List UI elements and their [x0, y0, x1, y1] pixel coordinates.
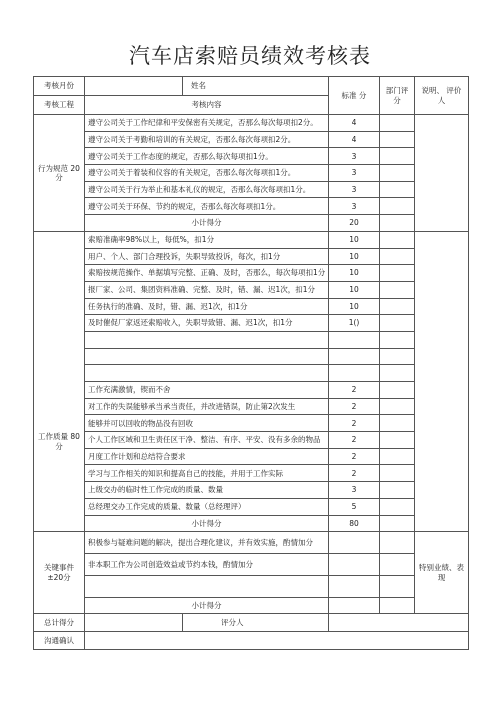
- section-behavior: [34, 115, 469, 232]
- item-score: 2: [329, 415, 380, 432]
- item-text: 遵守公司关于工作态度的规定，否那么每次每项扣1分。: [85, 148, 329, 165]
- dept-score-cell[interactable]: [380, 598, 415, 614]
- item-score: 4: [329, 115, 380, 132]
- section-name: 关键事件 ±20分: [34, 532, 85, 614]
- confirm-value[interactable]: [85, 632, 469, 650]
- item-score: 3: [329, 198, 380, 215]
- item-score: [329, 554, 380, 576]
- dept-score-cell[interactable]: [380, 448, 415, 465]
- dept-score-cell[interactable]: [380, 465, 415, 482]
- blank-item[interactable]: [85, 576, 329, 598]
- item-text: [85, 331, 329, 348]
- appraisal-table: [33, 76, 469, 650]
- item-text: 索赔按规范操作、单据填写完整、正确、及时，否那么，每次每项扣1分: [85, 265, 329, 282]
- project-header: 考核工程: [34, 96, 85, 115]
- item-score: 3: [329, 165, 380, 182]
- dept-score-cell[interactable]: [380, 576, 415, 598]
- subtotal-label: 小计得分: [85, 598, 329, 614]
- section-key-events: [34, 532, 469, 614]
- item-score: 10: [329, 231, 380, 248]
- item-text: 遵守公司关于行为举止和基本礼仪的规定，否那么每次每项扣1分。: [85, 181, 329, 198]
- dept-score-cell[interactable]: [380, 398, 415, 415]
- item-text: 及时催促厂家返还索赔收入，失职导致错、漏、迟1次，扣1分: [85, 315, 329, 332]
- standard-header: 标准 分: [329, 77, 380, 115]
- item-text: 任务执行的准确、及时，错、漏、迟1次，扣1分: [85, 298, 329, 315]
- item-score: 2: [329, 465, 380, 482]
- item-score: 2: [329, 432, 380, 449]
- item-text: [85, 365, 329, 382]
- dept-score-cell[interactable]: [380, 248, 415, 265]
- note-header: 说明、 评价人: [415, 77, 469, 115]
- subtotal-value: 80: [329, 515, 380, 532]
- item-text: [85, 348, 329, 365]
- dept-score-cell[interactable]: [380, 432, 415, 449]
- dept-score-cell[interactable]: [380, 315, 415, 332]
- item-text: 非本职工作为公司创造效益或节约本钱，酌情加分: [85, 554, 329, 576]
- dept-score-cell[interactable]: [380, 498, 415, 515]
- item-text: 上级交办的临时性工作完成的质量、数量: [85, 482, 329, 499]
- month-value[interactable]: [85, 77, 183, 96]
- item-score: 10: [329, 248, 380, 265]
- item-score: 2: [329, 398, 380, 415]
- item-text: 总经理交办工作完成的质量、数量（总经理评）: [85, 498, 329, 515]
- dept-score-cell[interactable]: [380, 382, 415, 399]
- dept-score-cell[interactable]: [380, 554, 415, 576]
- total-label: 总计得分: [34, 614, 85, 632]
- item-text: 学习与工作相关的知识和提高自己的技能，并用于工作实际: [85, 465, 329, 482]
- item-text: 能够并可以回收的物品没有回收: [85, 415, 329, 432]
- confirm-label: 沟通确认: [34, 632, 85, 650]
- dept-score-cell[interactable]: [380, 231, 415, 248]
- dept-score-cell[interactable]: [380, 165, 415, 182]
- item-text: 遵守公司关于工作纪律和平安保密有关规定，否那么每次每项扣2分。: [85, 115, 329, 132]
- subtotal-label: 小计得分: [85, 515, 329, 532]
- item-text: 个人工作区域和卫生责任区干净、整洁、有序、平安、没有多余的物品: [85, 432, 329, 449]
- item-text: 遵守公司关于环保、节约的规定，否那么每次每项扣1分。: [85, 198, 329, 215]
- subtotal-value: 20: [329, 215, 380, 232]
- content-header: 考核内容: [85, 96, 329, 115]
- section-name: 行为规范 20分: [34, 115, 85, 232]
- page-title: 汽车店索赔员绩效考核表: [129, 44, 371, 68]
- item-text: 遵守公司关于着装和仪容的有关规定，否那么每次每项扣1分。: [85, 165, 329, 182]
- item-score: 3: [329, 148, 380, 165]
- dept-score-cell[interactable]: [380, 298, 415, 315]
- section-name: 工作质量 80分: [34, 231, 85, 531]
- month-label: 考核月份: [34, 77, 85, 96]
- dept-score-cell[interactable]: [380, 148, 415, 165]
- item-text: 索赔准确率98%以上，每低%，扣1分: [85, 231, 329, 248]
- subtotal-value: [329, 598, 380, 614]
- subtotal-label: 小计得分: [85, 215, 329, 232]
- dept-score-cell[interactable]: [380, 415, 415, 432]
- item-text: 积极参与疑难问题的解决，提出合理化建议，并有效实施，酌情加分: [85, 532, 329, 554]
- item-score: 4: [329, 131, 380, 148]
- item-score: 3: [329, 482, 380, 499]
- total-value[interactable]: [85, 614, 183, 632]
- item-score: [329, 348, 380, 365]
- note-cell[interactable]: [415, 231, 469, 531]
- item-score: 2: [329, 448, 380, 465]
- dept-score-header: 部门评分: [380, 77, 415, 115]
- item-text: 遵守公司关于考勤和培训的有关规定，否那么每次每项扣2分。: [85, 131, 329, 148]
- dept-score-cell[interactable]: [380, 215, 415, 232]
- item-score: [329, 365, 380, 382]
- dept-score-cell[interactable]: [380, 181, 415, 198]
- reviewer-value[interactable]: [329, 614, 469, 632]
- item-text: 报厂家、公司、集团资料准确、完整、及时，错、漏、迟1次，扣1分: [85, 281, 329, 298]
- item-score: [329, 331, 380, 348]
- item-score: 10: [329, 298, 380, 315]
- dept-score-cell[interactable]: [380, 348, 415, 365]
- dept-score-cell[interactable]: [380, 198, 415, 215]
- dept-score-cell[interactable]: [380, 482, 415, 499]
- special-note: 特别业绩、表现: [415, 532, 469, 614]
- dept-score-cell[interactable]: [380, 265, 415, 282]
- reviewer-label: 评分人: [183, 614, 329, 632]
- section-quality: [34, 231, 469, 531]
- dept-score-cell[interactable]: [380, 532, 415, 554]
- dept-score-cell[interactable]: [380, 331, 415, 348]
- item-score: 10: [329, 265, 380, 282]
- note-cell[interactable]: [415, 115, 469, 232]
- item-text: 月度工作计划和总结符合要求: [85, 448, 329, 465]
- blank-score[interactable]: [329, 576, 380, 598]
- item-text: 用户、个人、部门合理投诉，失职导致投诉，每次，扣1分: [85, 248, 329, 265]
- dept-score-cell[interactable]: [380, 365, 415, 382]
- item-score: [329, 532, 380, 554]
- item-text: 工作充满激情，锲而不舍: [85, 382, 329, 399]
- dept-score-cell[interactable]: [380, 515, 415, 532]
- item-score: 10: [329, 281, 380, 298]
- name-label: 姓名: [183, 77, 329, 96]
- item-text: 对工作的失误能够承当承当责任，并改进错误，防止第2次发生: [85, 398, 329, 415]
- item-score: 1(): [329, 315, 380, 332]
- item-score: 5: [329, 498, 380, 515]
- item-score: 2: [329, 382, 380, 399]
- item-score: 3: [329, 181, 380, 198]
- dept-score-cell[interactable]: [380, 115, 415, 132]
- dept-score-cell[interactable]: [380, 131, 415, 148]
- dept-score-cell[interactable]: [380, 281, 415, 298]
